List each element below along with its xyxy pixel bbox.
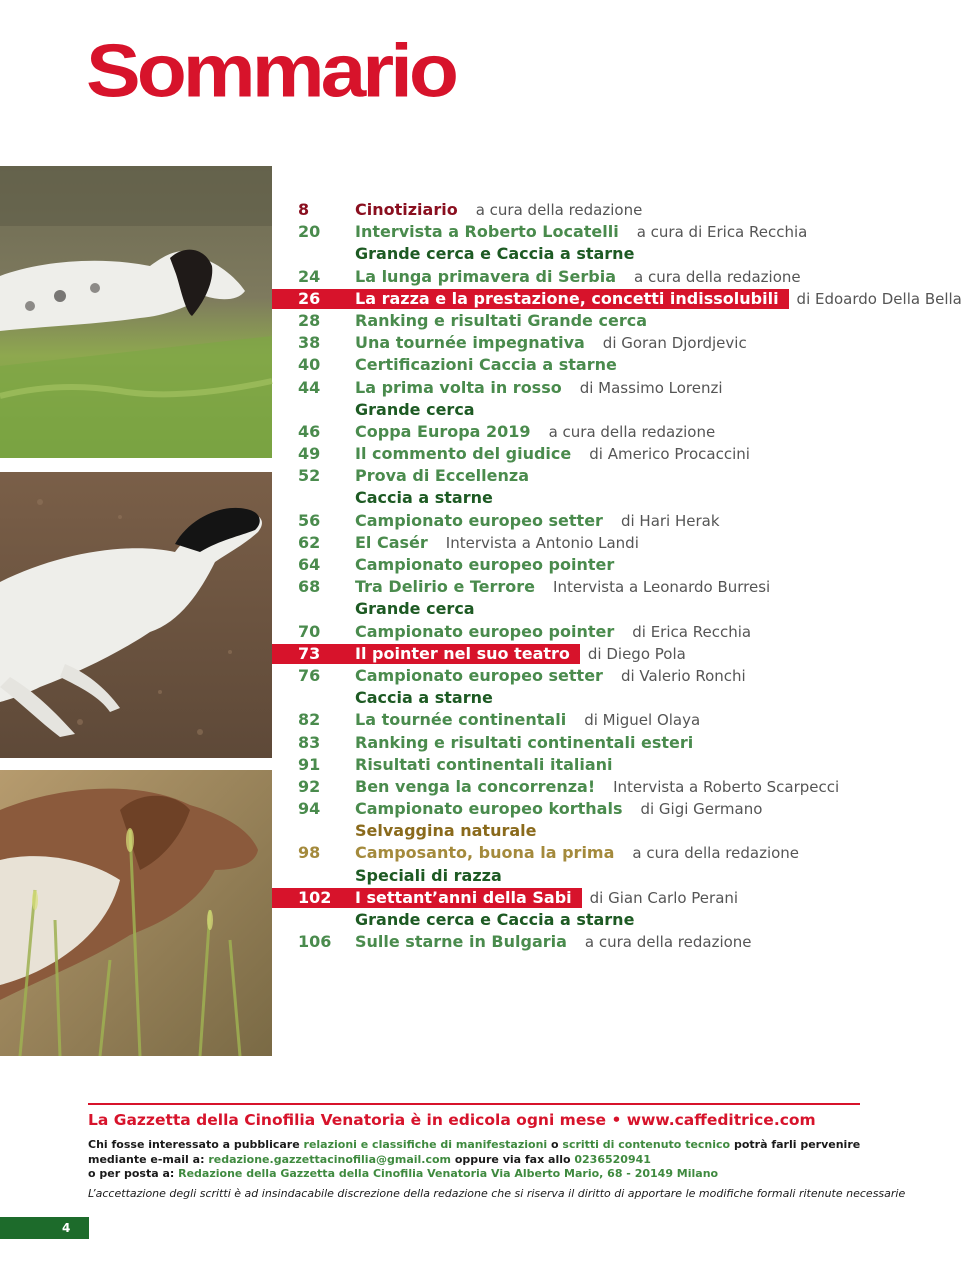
toc-entry [355, 465, 547, 487]
toc-row[interactable] [0, 421, 944, 443]
toc-author: a cura della redazione [584, 933, 752, 952]
page-title: Sommario [86, 29, 455, 114]
toc-section-heading: Grande cerca e Caccia a starne [355, 244, 635, 264]
toc-page-number: 106 [298, 932, 332, 952]
toc-entry [355, 443, 750, 465]
toc-entry [355, 687, 511, 709]
toc-row[interactable] [0, 598, 944, 620]
toc-author: di Edoardo Della Bella [796, 289, 962, 308]
toc-row[interactable] [0, 354, 944, 376]
toc-article-title: I settant’anni della Sabi [355, 887, 572, 907]
toc-entry [355, 221, 807, 243]
toc-entry [355, 377, 723, 399]
toc-article-title: Tra Delirio e Terrore [355, 577, 536, 597]
toc-row[interactable] [0, 487, 944, 509]
footer-address: Redazione della Gazzetta della Cinofilia Venatoria Via Alberto Mario, 68 - 20149 Milano [178, 1167, 719, 1180]
toc-row[interactable] [0, 865, 944, 887]
toc-article-title: Camposanto, buona la prima [355, 843, 615, 863]
toc-entry [355, 842, 799, 864]
toc-entry [355, 332, 747, 354]
toc-article-title: El Casér [355, 532, 428, 552]
toc-entry [355, 266, 801, 288]
toc-entry [355, 399, 493, 421]
toc-entry [355, 887, 738, 909]
toc-article-title: Il commento del giudice [355, 444, 572, 464]
toc-article-title: Campionato europeo setter [355, 665, 603, 685]
toc-article-title: Prova di Eccellenza [355, 466, 529, 486]
toc-row[interactable] [0, 842, 944, 864]
toc-page-number: 68 [298, 577, 321, 597]
footer-text-segment: potrà farli pervenire [730, 1138, 861, 1151]
toc-page-number: 49 [298, 444, 321, 464]
toc-article-title: Certificazioni Caccia a starne [355, 355, 617, 375]
toc-page-number: 76 [298, 665, 321, 685]
page-number: 4 [62, 1221, 71, 1235]
toc-author: a cura della redazione [632, 844, 800, 863]
footer-divider [88, 1103, 860, 1105]
toc-author: di Erica Recchia [632, 622, 752, 641]
toc-page-number: 94 [298, 799, 321, 819]
toc-entry [355, 554, 632, 576]
toc-section-heading: Grande cerca [355, 599, 475, 619]
footer-line-3 [88, 1167, 718, 1180]
toc-author: di Gigi Germano [640, 800, 763, 819]
toc-section-heading: Selvaggina naturale [355, 821, 537, 841]
toc-author: di Miguel Olaya [584, 711, 701, 730]
toc-row[interactable] [0, 266, 944, 288]
toc-page-number: 64 [298, 555, 321, 574]
toc-author: Intervista a Leonardo Burresi [553, 578, 771, 597]
toc-row[interactable] [0, 687, 944, 709]
toc-page-number: 73 [298, 643, 321, 663]
toc-entry [355, 665, 746, 687]
page-number-box [0, 1217, 89, 1239]
toc-entry [355, 354, 635, 376]
toc-row[interactable] [0, 798, 944, 820]
toc-row[interactable] [0, 709, 944, 731]
toc-author: a cura di Erica Recchia [636, 223, 808, 242]
footer-line-1 [88, 1138, 860, 1151]
footer-text-segment: o [547, 1138, 563, 1151]
toc-article-title: Risultati continentali italiani [355, 754, 613, 774]
footer-line-2 [88, 1153, 651, 1166]
footer-text-segment: o per posta a: [88, 1167, 179, 1180]
toc-row[interactable] [0, 510, 944, 532]
toc-row[interactable] [0, 443, 944, 465]
toc-entry [355, 487, 511, 509]
toc-author: di Diego Pola [587, 644, 686, 663]
toc-page-number: 46 [298, 421, 321, 441]
toc-entry [355, 732, 711, 754]
toc-entry [355, 288, 962, 310]
toc-entry [355, 421, 715, 443]
toc-page-number: 92 [298, 776, 321, 796]
toc-article-title: Campionato europeo korthals [355, 799, 623, 819]
toc-row[interactable] [0, 887, 944, 909]
toc-entry [355, 865, 520, 887]
toc-page-number: 83 [298, 732, 321, 752]
toc-page-number: 20 [298, 222, 321, 242]
toc-author: di Valerio Ronchi [620, 666, 746, 685]
footer-disclaimer: L’accettazione degli scritti è ad insindacabile discrezione della redazione che si riserva il diritto di apportare le modifiche formali ritenute necessarie [88, 1187, 906, 1200]
toc-page-number: 24 [298, 266, 321, 286]
toc-row[interactable] [0, 332, 944, 354]
footer-highlight: relazioni e classifiche di manifestazioni [303, 1138, 548, 1151]
toc-author: a cura della redazione [634, 267, 801, 286]
toc-section-heading: Speciali di razza [355, 865, 502, 885]
footer-text-segment: mediante e-mail a: [88, 1153, 209, 1166]
toc-article-title: Il pointer nel suo teatro [355, 643, 570, 663]
table-of-contents [0, 199, 962, 953]
toc-entry [355, 643, 686, 665]
toc-section-heading: Caccia a starne [355, 688, 493, 708]
toc-page-number: 28 [298, 310, 321, 330]
toc-entry [355, 310, 665, 332]
toc-entry [355, 931, 752, 953]
toc-row[interactable] [0, 754, 944, 776]
toc-section-heading: Caccia a starne [355, 488, 493, 508]
toc-row[interactable] [0, 465, 944, 487]
toc-article-title: Ranking e risultati continentali esteri [355, 732, 694, 752]
toc-section-heading: Grande cerca [355, 399, 475, 419]
toc-page-number: 8 [298, 200, 310, 219]
toc-article-title: Coppa Europa 2019 [355, 421, 531, 441]
toc-author: di Goran Djordjevic [602, 334, 747, 353]
toc-page-number: 102 [298, 887, 332, 907]
footer-email-link[interactable]: redazione.gazzettacinofilia@gmail.com [208, 1153, 452, 1166]
toc-row[interactable] [0, 732, 944, 754]
toc-row[interactable] [0, 776, 944, 798]
toc-page-number: 91 [298, 754, 321, 774]
toc-row[interactable] [0, 576, 944, 598]
toc-row[interactable] [0, 310, 944, 332]
toc-row[interactable] [0, 909, 944, 931]
toc-article-title: Sulle starne in Bulgaria [355, 932, 567, 952]
toc-article-title: Ranking e risultati Grande cerca [355, 310, 647, 330]
footer-text-segment: Chi fosse interessato a pubblicare [88, 1138, 304, 1151]
toc-page-number: 40 [298, 355, 321, 375]
footer-headline: La Gazzetta della Cinofilia Venatoria è in edicola ogni mese • www.caffeditrice.com [88, 1111, 816, 1129]
toc-author: Intervista a Antonio Landi [445, 533, 639, 552]
toc-page-number: 98 [298, 843, 321, 863]
toc-page-number: 62 [298, 532, 321, 552]
toc-section-heading: Grande cerca e Caccia a starne [355, 910, 635, 929]
toc-row[interactable] [0, 554, 944, 576]
toc-row[interactable] [0, 288, 962, 310]
toc-author: di Americo Procaccini [589, 445, 750, 464]
toc-entry [355, 532, 639, 554]
toc-entry [355, 820, 554, 842]
toc-article-title: Campionato europeo setter [355, 510, 603, 530]
toc-row[interactable] [0, 399, 944, 421]
toc-page-number: 82 [298, 710, 321, 730]
toc-article-title: La lunga primavera di Serbia [355, 266, 616, 286]
footer-fax: 0236520941 [574, 1153, 651, 1166]
toc-row[interactable] [0, 243, 944, 265]
toc-page-number: 26 [298, 288, 321, 308]
toc-article-title: Una tournée impegnativa [355, 333, 585, 353]
toc-article-title: La razza e la prestazione, concetti indissolubili [355, 288, 779, 308]
toc-row[interactable] [0, 931, 944, 953]
footer-text-segment: oppure via fax allo [451, 1153, 575, 1166]
toc-row[interactable] [0, 665, 944, 687]
toc-page-number: 56 [298, 510, 321, 530]
toc-entry [355, 243, 652, 265]
toc-row[interactable] [0, 820, 944, 842]
toc-entry [355, 798, 762, 820]
toc-row[interactable] [0, 643, 944, 665]
toc-entry [355, 576, 770, 598]
toc-article-title: Ben venga la concorrenza! [355, 776, 596, 796]
toc-page-number: 52 [298, 466, 321, 486]
toc-entry [355, 754, 631, 776]
toc-page-number: 44 [298, 377, 321, 397]
toc-entry [355, 776, 839, 798]
toc-page-number: 70 [298, 621, 321, 641]
toc-row[interactable] [0, 199, 944, 221]
toc-entry [355, 909, 652, 931]
toc-author: di Hari Herak [620, 511, 720, 530]
footer-highlight: scritti di contenuto tecnico [562, 1138, 731, 1151]
toc-article-title: Campionato europeo pointer [355, 621, 615, 641]
toc-author: di Gian Carlo Perani [589, 888, 739, 907]
toc-entry [355, 598, 493, 620]
toc-row[interactable] [0, 621, 944, 643]
toc-row[interactable] [0, 377, 944, 399]
toc-author: a cura della redazione [475, 201, 643, 219]
toc-page-number: 38 [298, 333, 321, 353]
toc-article-title: La prima volta in rosso [355, 377, 562, 397]
toc-entry [355, 199, 642, 221]
toc-entry [355, 510, 720, 532]
toc-row[interactable] [0, 221, 944, 243]
toc-author: Intervista a Roberto Scarpecci [613, 777, 840, 796]
toc-article-title: Cinotiziario [355, 200, 458, 219]
toc-entry [355, 709, 700, 731]
toc-author: di Massimo Lorenzi [579, 378, 723, 397]
toc-article-title: La tournée continentali [355, 710, 567, 730]
toc-article-title: Intervista a Roberto Locatelli [355, 222, 619, 242]
toc-author: a cura della redazione [548, 422, 716, 441]
toc-row[interactable] [0, 532, 944, 554]
toc-entry [355, 621, 751, 643]
toc-article-title: Campionato europeo pointer [355, 555, 615, 574]
